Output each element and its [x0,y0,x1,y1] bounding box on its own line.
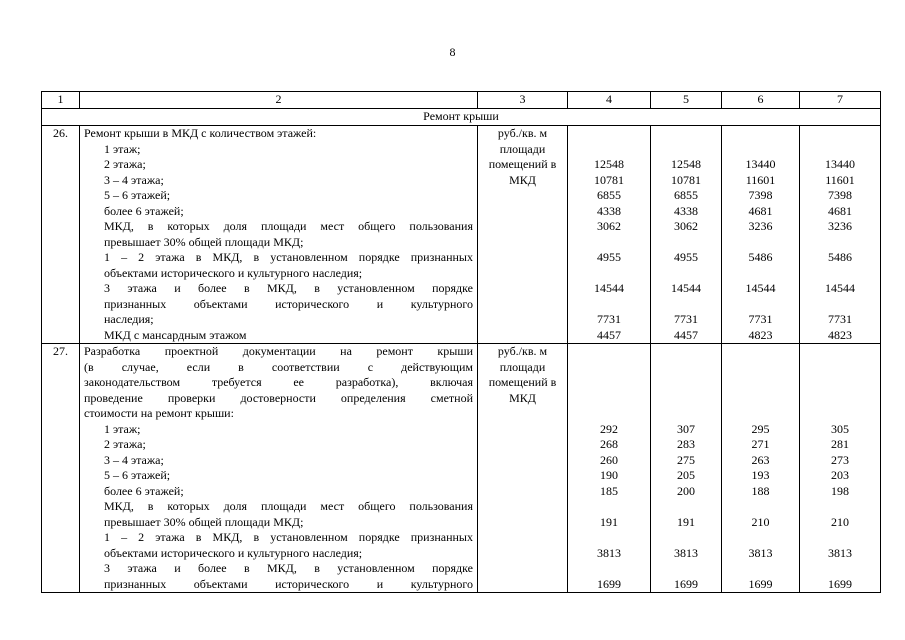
value-spacer [726,406,795,422]
value-cell: 12548 [594,157,624,171]
column-number: 1 [42,92,80,109]
value-cell: 12548 [671,157,701,171]
value-cell: 3813 [674,545,698,560]
description-line: признанных объектами исторического и культурного [104,576,473,591]
value-cell: 4457 [597,327,621,342]
section-header-row [42,109,881,126]
value-cell: 7731 [748,312,773,326]
value-cell: 273 [831,452,849,467]
value-cell: 4681 [828,203,852,218]
value-spacer [726,375,795,391]
value-cell: 210 [831,514,849,529]
value-cell: 3813 [828,545,852,560]
value-spacer [804,126,876,142]
value-cell [655,297,717,313]
value-cell: 1699 [828,576,852,591]
value-cell: 292 [600,421,618,436]
row-description [80,344,478,593]
value-cell: 3236 [828,219,852,233]
value-spacer [655,406,717,422]
value-cell: 14544 [594,281,624,295]
value-cell [655,235,717,251]
value-spacer [572,344,646,360]
column-number: 6 [722,92,800,109]
value-cell: 295 [751,421,770,436]
value-cell: 193 [751,468,770,482]
value-cell: 13440 [745,157,776,171]
value-cell [572,561,646,577]
column-number: 2 [80,92,478,109]
description-line: 3 – 4 этажа; [104,452,164,467]
description-line: Ремонт крыши в МКД с количеством этажей: [84,126,317,140]
value-spacer [655,391,717,407]
value-cell: 198 [831,483,849,498]
value-column [722,126,800,344]
value-cell [572,142,646,158]
value-cell: 13440 [825,157,855,171]
value-cell: 275 [677,452,695,467]
value-cell: 14544 [745,281,776,295]
description-line: МКД с мансардным этажом [104,327,247,342]
value-cell: 190 [600,468,618,482]
value-cell: 307 [677,421,695,436]
row-description [80,126,478,344]
description-line: 3 этажа и более в МКД, в установленном порядке [104,561,473,575]
description-line: МКД, в которых доля площади мест общего пользования [104,499,473,513]
description-line: 1 этаж; [104,421,141,436]
row-number: 26. [42,126,80,344]
value-spacer [804,360,876,376]
value-spacer [804,406,876,422]
page-number: 8 [449,45,456,59]
description-line: 2 этажа; [104,157,146,171]
value-cell [804,266,876,282]
description-line: превышает 30% общей площади МКД; [104,514,304,529]
column-number: 4 [568,92,651,109]
value-cell: 7398 [828,188,852,202]
value-spacer [655,344,717,360]
value-column [800,344,881,593]
value-cell: 11601 [745,172,776,187]
value-cell: 3062 [674,219,698,233]
value-cell [726,530,795,546]
description-line: Разработка проектной документации на ремонт крыши [84,344,473,358]
description-line: признанных объектами исторического и культурного [104,296,473,311]
value-cell [804,530,876,546]
value-cell [726,561,795,577]
value-cell: 14544 [671,281,701,295]
value-spacer [572,126,646,142]
value-spacer [572,360,646,376]
value-cell: 4955 [674,250,698,264]
value-cell [572,530,646,546]
value-spacer [572,375,646,391]
value-column [651,344,722,593]
value-cell: 4681 [748,203,773,218]
value-cell: 191 [677,514,695,529]
value-cell [804,561,876,577]
value-cell: 14544 [825,281,855,295]
value-cell [804,235,876,251]
value-cell: 210 [751,514,770,529]
value-cell: 7731 [597,312,621,326]
value-cell: 268 [600,437,618,451]
value-cell: 185 [600,483,618,498]
value-column [722,344,800,593]
value-cell: 263 [751,452,770,467]
value-spacer [655,360,717,376]
value-cell: 3813 [597,545,621,560]
value-spacer [804,344,876,360]
description-line: 5 – 6 этажей; [104,188,171,202]
value-cell: 11601 [825,172,855,187]
value-cell: 4338 [674,203,698,218]
value-cell: 191 [600,514,618,529]
description-line: 1 этаж; [104,141,141,156]
row-number: 27. [42,344,80,593]
unit-cell: руб./кв. м площади помещений в МКД [478,344,568,593]
value-cell: 3236 [748,219,773,233]
value-cell: 200 [677,483,695,498]
value-cell: 4823 [748,327,773,342]
description-line: объектами исторического и культурного наследия; [104,545,363,560]
value-cell [572,297,646,313]
description-line: 5 – 6 этажей; [104,468,171,482]
description-line: (в случае, если в соответствии с действующим [84,359,473,374]
column-number-row [42,92,881,109]
description-line: 3 этажа и более в МКД, в установленном порядке [104,281,473,295]
tariff-table [41,91,881,593]
value-cell: 7398 [748,188,773,202]
value-spacer [572,391,646,407]
value-spacer [655,375,717,391]
value-column [568,344,651,593]
value-cell: 6855 [674,188,698,202]
value-cell [804,499,876,515]
value-cell: 7731 [828,312,852,326]
value-cell: 6855 [597,188,621,202]
description-line: более 6 этажей; [104,483,184,498]
table-row [42,344,881,593]
value-cell: 5486 [748,250,773,264]
value-cell: 205 [677,468,695,482]
value-cell: 188 [751,483,770,498]
description-line: превышает 30% общей площади МКД; [104,234,304,249]
description-line: 2 этажа; [104,437,146,451]
value-cell: 4457 [674,327,698,342]
column-number: 7 [800,92,881,109]
unit-cell: руб./кв. м площади помещений в МКД [478,126,568,344]
value-column [800,126,881,344]
description-line: объектами исторического и культурного наследия; [104,265,363,280]
section-title: Ремонт крыши [42,109,881,126]
value-cell: 260 [600,452,618,467]
value-cell [572,499,646,515]
description-line: более 6 этажей; [104,203,184,218]
description-line: законодательством требуется ее разработка), включая [84,375,473,389]
value-spacer [726,126,795,142]
description-line: стоимости на ремонт крыши: [84,406,234,420]
value-cell: 7731 [674,312,698,326]
value-cell: 1699 [748,576,773,591]
table-row [42,126,881,344]
description-line: 1 – 2 этажа в МКД, в установленном порядке признанных [104,530,473,544]
value-column [651,126,722,344]
value-cell [804,297,876,313]
value-cell [726,266,795,282]
value-cell [572,235,646,251]
description-line: проведение проверки достоверности определения сметной [84,390,473,405]
value-cell [804,142,876,158]
value-cell: 5486 [828,250,852,264]
value-cell: 3062 [597,219,621,233]
description-line: 3 – 4 этажа; [104,172,164,187]
value-spacer [726,391,795,407]
value-cell: 4823 [828,327,852,342]
column-number: 5 [651,92,722,109]
value-spacer [726,344,795,360]
value-spacer [572,406,646,422]
value-spacer [655,126,717,142]
description-line: МКД, в которых доля площади мест общего пользования [104,219,473,233]
value-cell: 10781 [671,172,701,187]
value-cell: 3813 [748,545,773,560]
value-cell [726,235,795,251]
value-spacer [804,375,876,391]
value-cell [655,499,717,515]
value-cell: 271 [751,437,770,451]
value-cell: 283 [677,437,695,451]
value-spacer [804,391,876,407]
value-cell: 4338 [597,203,621,218]
value-cell [726,142,795,158]
value-cell [655,142,717,158]
column-number: 3 [478,92,568,109]
value-cell [655,561,717,577]
value-cell [655,266,717,282]
value-spacer [726,360,795,376]
value-cell [726,499,795,515]
value-cell [655,530,717,546]
value-column [568,126,651,344]
value-cell [726,297,795,313]
value-cell: 4955 [597,250,621,264]
value-cell [572,266,646,282]
value-cell: 305 [831,421,849,436]
value-cell: 203 [831,468,849,482]
value-cell: 281 [831,437,849,451]
description-line: 1 – 2 этажа в МКД, в установленном порядке признанных [104,250,473,264]
description-line: наследия; [104,312,154,326]
value-cell: 10781 [594,172,624,187]
value-cell: 1699 [597,576,621,591]
value-cell: 1699 [674,576,698,591]
